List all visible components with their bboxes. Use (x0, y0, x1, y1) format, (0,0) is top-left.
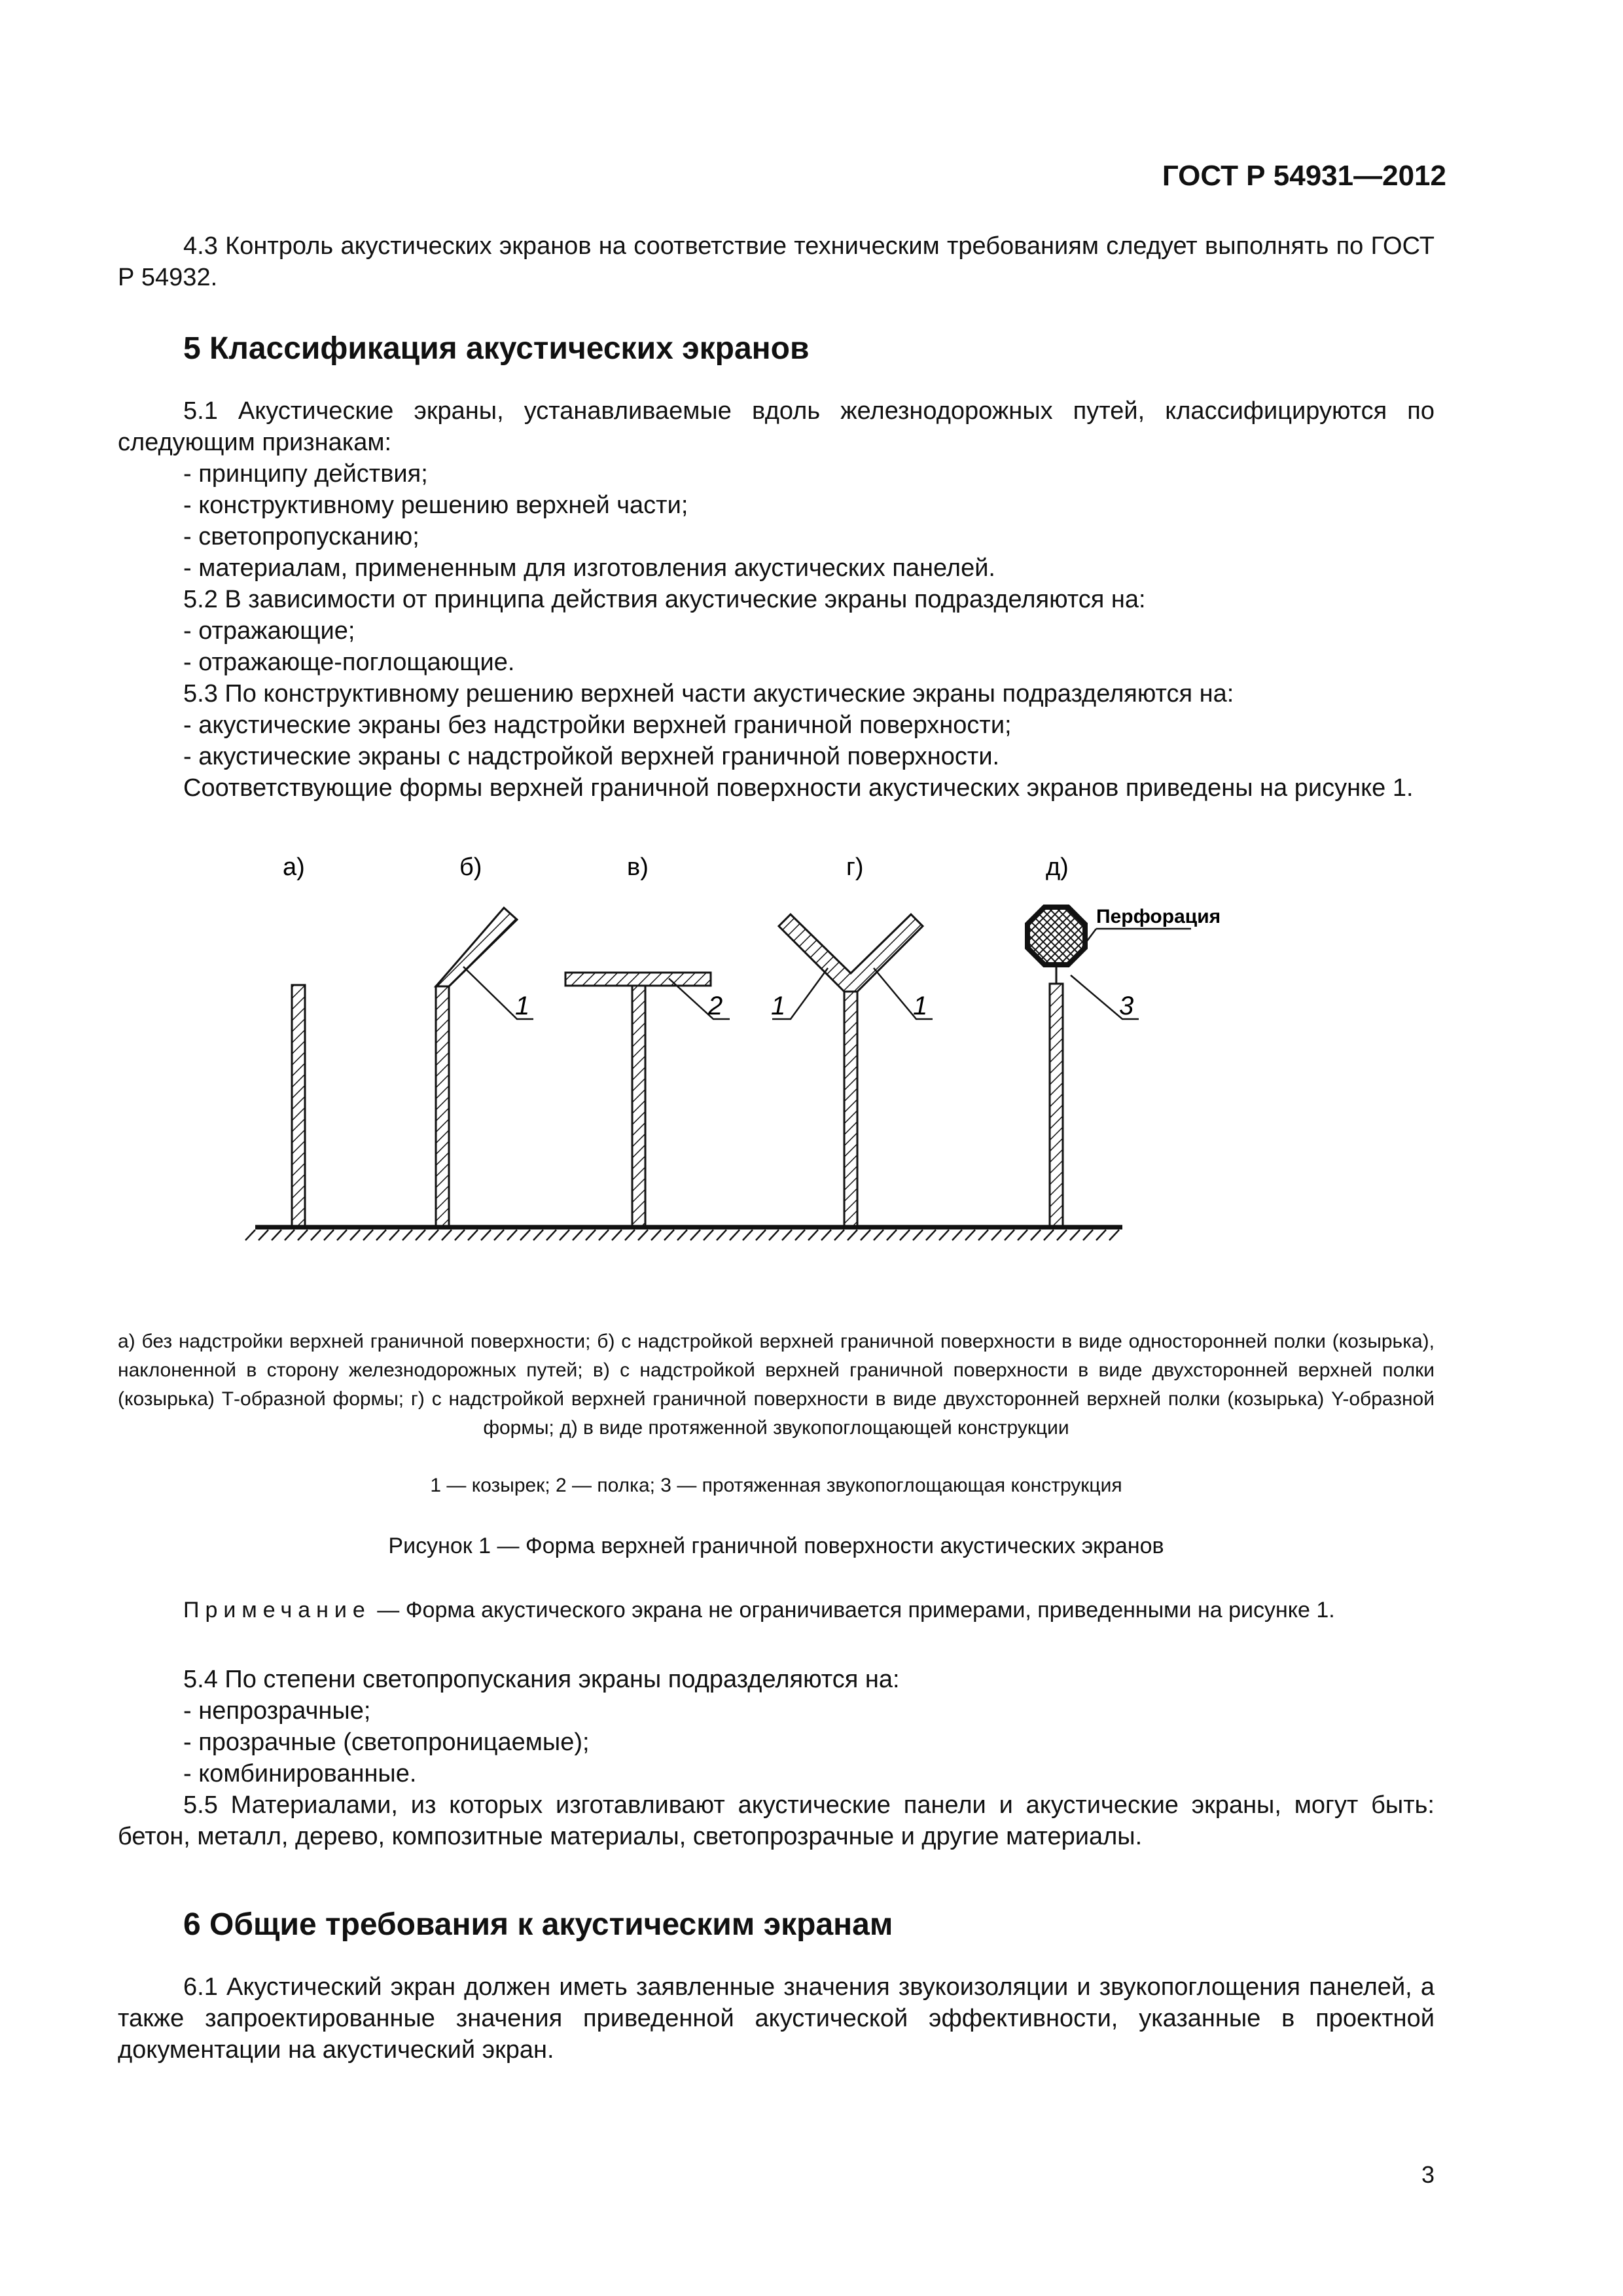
paragraph-5-4: 5.4 По степени светопропускания экраны подразделяются на: (183, 1666, 900, 1693)
list-item: - отражающие; (183, 617, 355, 645)
section-6-heading: 6 Общие требования к акустическим экранам (183, 1907, 893, 1942)
ground-hatching (245, 1230, 1119, 1240)
section-5-body-cont (118, 1664, 1435, 1852)
list-item: - акустические экраны без надстройки верхней граничной поверхности; (183, 711, 1012, 739)
figure-label-d: д) (1046, 853, 1069, 881)
figure-legend: 1 — козырек; 2 — полка; 3 — протяженная звукопоглощающая конструкция (430, 1475, 1122, 1496)
callout-1-g-right: 1 (913, 992, 928, 1020)
page-number: 3 (1421, 2161, 1435, 2188)
screen-b-canopy (436, 908, 517, 986)
screen-d-octagon (1027, 907, 1085, 965)
figure-label-g: г) (846, 853, 864, 881)
section-6-body (118, 1971, 1435, 2066)
figure-label-a: а) (283, 853, 305, 881)
section-5-body (118, 395, 1435, 804)
figure-1-diagram (242, 848, 1221, 1266)
note-text: — Форма акустического экрана не ограничивается примерами, приведенными на рисунке 1. (370, 1598, 1335, 1623)
callout-1-g-left: 1 (771, 992, 786, 1020)
figure-caption-description: а) без надстройки верхней граничной поверхности; б) с надстройкой верхней граничной поверхности в виде односторонней полки (козырька), наклоненной в сторону железнодорожных путей; в) с надстройкой верхней граничной поверхности в виде двухсторонней верхней полки (козырька) Т-образной формы; г) с надстройкой верхней граничной поверхности в виде двухсторонней верхней полки (козырька) Y-образной формы; д) в виде протяженной звукопоглощающей конструкции (118, 1331, 1435, 1439)
screen-b-post (436, 986, 449, 1226)
paragraph-5-2: 5.2 В зависимости от принципа действия акустические экраны подразделяются на: (183, 586, 1146, 613)
callout-3-d: 3 (1119, 992, 1134, 1020)
paragraph-4-3-block (118, 230, 1435, 293)
list-item: - светопропусканию; (183, 523, 419, 550)
screen-d-post (1050, 984, 1063, 1226)
figure-note (118, 1594, 1435, 1626)
paragraph-5-3-figure-ref: Соответствующие формы верхней граничной поверхности акустических экранов приведены на рисунке 1. (183, 774, 1414, 802)
screen-g-post (844, 992, 857, 1226)
note-label: Примечание (183, 1598, 371, 1623)
screen-v-post (632, 986, 645, 1226)
list-item: - материалам, примененным для изготовления акустических панелей. (183, 554, 995, 582)
figure-label-b: б) (459, 853, 482, 881)
screen-a-post (292, 985, 305, 1226)
screen-g-canopy (779, 914, 923, 992)
list-item: - конструктивному решению верхней части; (183, 492, 688, 519)
paragraph-5-3: 5.3 По конструктивному решению верхней части акустические экраны подразделяются на: (183, 680, 1234, 708)
callout-1-b: 1 (515, 992, 530, 1020)
paragraph-5-1: 5.1 Акустические экраны, устанавливаемые вдоль железнодорожных путей, классифицируются по следующим признакам: (118, 397, 1435, 456)
list-item: - принципу действия; (183, 460, 428, 488)
section-5-heading: 5 Классификация акустических экранов (183, 331, 810, 366)
list-item: - акустические экраны с надстройкой верхней граничной поверхности. (183, 743, 1000, 770)
figure-label-v: в) (627, 853, 649, 881)
list-item: - отражающе-поглощающие. (183, 649, 515, 676)
callout-2-v: 2 (708, 992, 723, 1020)
screen-v-shelf (565, 973, 711, 986)
list-item: - комбинированные. (183, 1760, 417, 1787)
paragraph-6-1: 6.1 Акустический экран должен иметь заявленные значения звукоизоляции и звукопоглощения панелей, а также запроектированные значения приведенной акустической эффективности, указанные в проектной документации на акустический экран. (118, 1973, 1435, 2064)
figure-title: Рисунок 1 — Форма верхней граничной поверхности акустических экранов (388, 1534, 1164, 1558)
paragraph-5-5: 5.5 Материалами, из которых изготавливают акустические панели и акустические экраны, могут быть: бетон, металл, дерево, композитные материалы, светопрозрачные и другие материалы. (118, 1791, 1435, 1850)
document-code: ГОСТ Р 54931—2012 (1162, 160, 1446, 192)
list-item: - непрозрачные; (183, 1697, 371, 1725)
paragraph-4-3: 4.3 Контроль акустических экранов на соответствие техническим требованиям следует выполнять по ГОСТ Р 54932. (118, 232, 1435, 291)
list-item: - прозрачные (светопроницаемые); (183, 1729, 590, 1756)
perforation-label: Перфорация (1096, 906, 1221, 927)
